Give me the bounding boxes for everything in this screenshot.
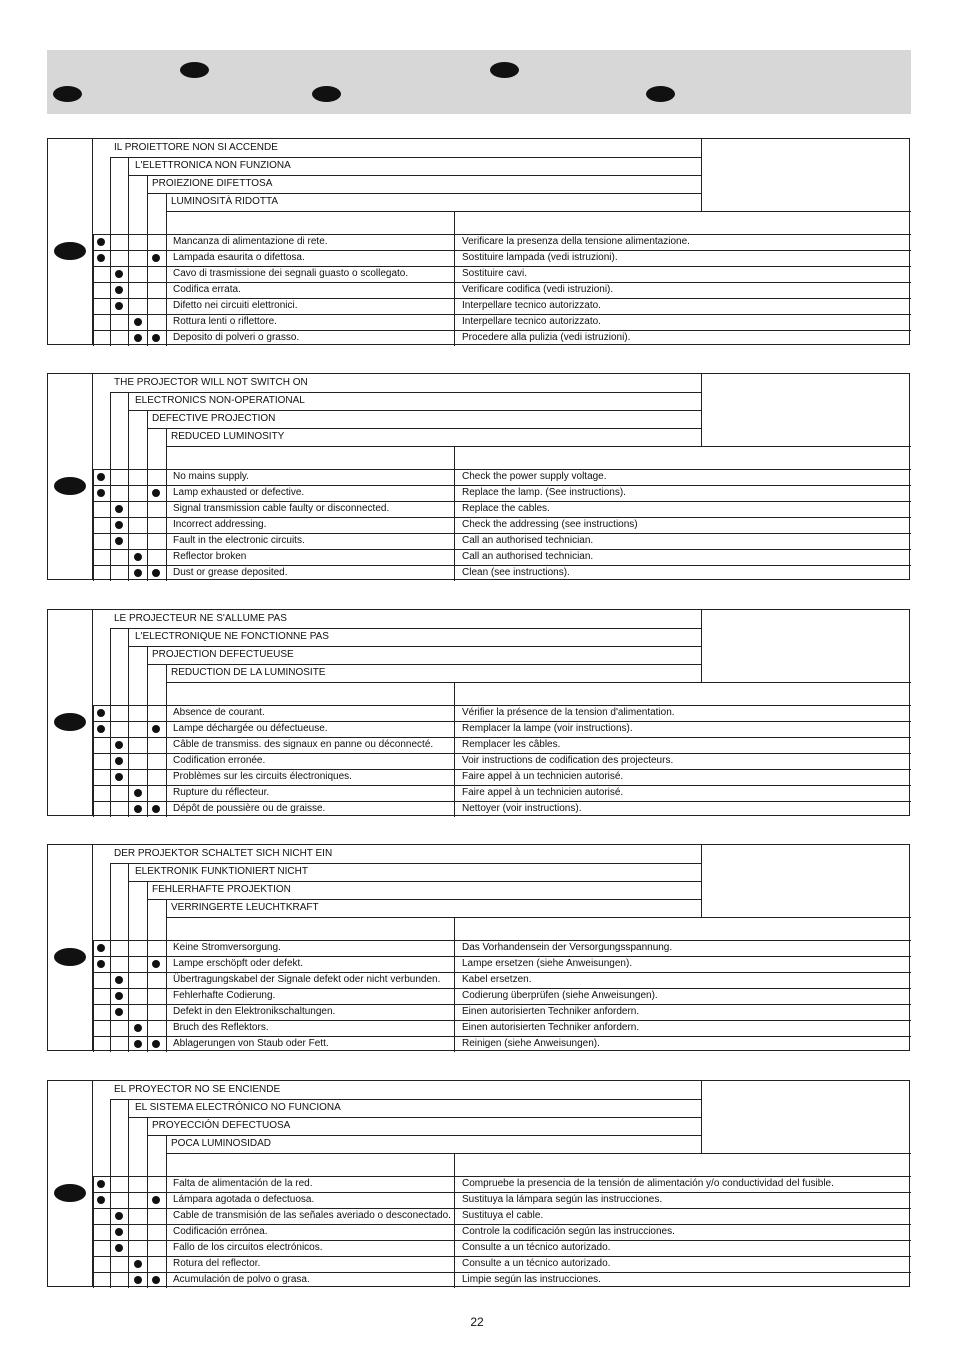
cause-text: Codification erronée. [173,755,266,766]
remedy-text: Interpellare tecnico autorizzato. [462,300,601,311]
header-rule [110,1099,701,1100]
cause-text: Keine Stromversorgung. [173,942,281,953]
column-rule [166,664,167,817]
row-rule [93,565,911,566]
remedy-text: Remplacer la lampe (voir instructions). [462,723,633,734]
symptom-marker-icon [152,1040,160,1048]
remedy-text: Lampe ersetzen (siehe Anweisungen). [462,958,633,969]
remedy-text: Compruebe la presencia de la tensión de alimentación y/o conductividad del fusible. [462,1178,834,1189]
row-rule [93,330,911,331]
cause-text: Dust or grease deposited. [173,567,288,578]
troubleshooting-table [47,138,910,345]
remedy-text: Einen autorisierten Techniker anfordern. [462,1006,640,1017]
cause-text: Lampe erschöpft oder defekt. [173,958,304,969]
symptom-header: LE PROJECTEUR NE S'ALLUME PAS [114,613,287,624]
column-rule [454,917,455,1052]
row-rule [93,298,911,299]
cause-text: Codifica errata. [173,284,241,295]
row-rule [93,469,911,470]
row-rule [93,533,911,534]
symptom-marker-icon [97,1180,105,1188]
row-rule [93,705,911,706]
header-rule [128,881,701,882]
remedy-text: Kabel ersetzen. [462,974,532,985]
symptom-marker-icon [152,1276,160,1284]
row-rule [93,266,911,267]
row-rule [93,721,911,722]
symptom-header: PROIEZIONE DIFETTOSA [152,178,273,189]
cause-text: Lampada esaurita o difettosa. [173,252,305,263]
remedy-text: Check the addressing (see instructions) [462,519,638,530]
column-rule [166,428,167,581]
symptom-marker-icon [134,1276,142,1284]
symptom-marker-icon [152,960,160,968]
column-rule [110,863,111,1052]
header-rule [128,175,701,176]
remedy-text: Interpellare tecnico autorizzato. [462,316,601,327]
symptom-header: DEFECTIVE PROJECTION [152,413,276,424]
symptom-marker-icon [97,960,105,968]
row-rule [93,1240,911,1241]
symptom-marker-icon [152,254,160,262]
symptom-marker-icon [115,286,123,294]
column-rule [147,646,148,817]
symptom-header: ELEKTRONIK FUNKTIONIERT NICHT [135,866,308,877]
remedy-text: Vérifier la présence de la tension d'alimentation. [462,707,675,718]
remedy-text: Reinigen (siehe Anweisungen). [462,1038,600,1049]
symptom-marker-icon [134,569,142,577]
row-rule [93,801,911,802]
row-rule [93,956,911,957]
symptom-marker-icon [152,725,160,733]
symptom-marker-icon [97,254,105,262]
cause-text: Mancanza di alimentazione di rete. [173,236,328,247]
remedy-text: Faire appel à un technicien autorisé. [462,771,624,782]
row-rule [93,988,911,989]
symptom-marker-icon [115,302,123,310]
remedy-text: Call an authorised technician. [462,551,594,562]
remedy-text: Voir instructions de codification des projecteurs. [462,755,674,766]
troubleshooting-table [47,373,910,580]
symptom-header: VERRINGERTE LEUCHTKRAFT [171,902,319,913]
row-rule [93,501,911,502]
language-badge-icon [54,713,86,731]
symptom-marker-icon [115,1228,123,1236]
page-number: 22 [470,1315,484,1329]
column-rule [110,157,111,346]
cause-text: Câble de transmiss. des signaux en panne ou déconnecté. [173,739,434,750]
remedy-text: Check the power supply voltage. [462,471,607,482]
symptom-header: DER PROJEKTOR SCHALTET SICH NICHT EIN [114,848,333,859]
remedy-text: Sustituya la lámpara según las instrucciones. [462,1194,663,1205]
blank-row-rule [166,917,911,918]
column-rule [128,1099,129,1288]
symptom-header: FEHLERHAFTE PROJEKTION [152,884,291,895]
remedy-text: Procedere alla pulizia (vedi istruzioni). [462,332,631,343]
symptom-header: IL PROIETTORE NON SI ACCENDE [114,142,278,153]
row-rule [93,1256,911,1257]
header-box-divider [701,139,702,211]
troubleshooting-table [47,609,910,816]
symptom-header: REDUCED LUMINOSITY [171,431,285,442]
symptom-marker-icon [152,334,160,342]
cause-text: Acumulación de polvo o grasa. [173,1274,310,1285]
language-badge-icon [312,86,341,102]
language-badge-icon [54,242,86,260]
row-rule [93,1192,911,1193]
row-rule [93,314,911,315]
row-rule [93,940,911,941]
row-rule [93,1208,911,1209]
cause-text: Lamp exhausted or defective. [173,487,305,498]
remedy-text: Sustituya el cable. [462,1210,544,1221]
remedy-text: Sostituire lampada (vedi istruzioni). [462,252,618,263]
column-rule [147,175,148,346]
column-rule [110,1099,111,1288]
blank-row-rule [166,1153,911,1154]
row-rule [93,1224,911,1225]
row-rule [93,1176,911,1177]
symptom-marker-icon [115,741,123,749]
header-rule [110,392,701,393]
symptom-marker-icon [115,1212,123,1220]
header-rule [147,899,701,900]
remedy-text: Replace the cables. [462,503,550,514]
cause-text: Cavo di trasmissione dei segnali guasto o scollegato. [173,268,409,279]
symptom-marker-icon [152,569,160,577]
cause-text: Difetto nei circuiti elettronici. [173,300,298,311]
cause-text: Lámpara agotada o defectuosa. [173,1194,315,1205]
row-rule [93,517,911,518]
cause-text: Absence de courant. [173,707,265,718]
column-rule [147,881,148,1052]
row-rule [93,1020,911,1021]
remedy-text: Call an authorised technician. [462,535,594,546]
row-rule [93,485,911,486]
symptom-header: PROYECCIÓN DEFECTUOSA [152,1120,291,1131]
cause-text: Incorrect addressing. [173,519,267,530]
header-rule [128,1117,701,1118]
symptom-marker-icon [115,773,123,781]
symptom-marker-icon [97,709,105,717]
row-rule [93,753,911,754]
blank-row-rule [166,211,911,212]
column-rule [166,899,167,1052]
row-rule [93,972,911,973]
cause-text: Rupture du réflecteur. [173,787,270,798]
header-box-divider [701,374,702,446]
column-rule [147,1117,148,1288]
header-rule [147,664,701,665]
cause-text: Fehlerhafte Codierung. [173,990,276,1001]
symptom-header: L'ELECTRONIQUE NE FONCTIONNE PAS [135,631,329,642]
remedy-text: Verificare codifica (vedi istruzioni). [462,284,614,295]
symptom-marker-icon [115,976,123,984]
language-badge-icon [54,1184,86,1202]
remedy-text: Consulte a un técnico autorizado. [462,1242,611,1253]
cause-text: Cable de transmisión de las señales averiado o desconectado. [173,1210,451,1221]
cause-text: Fault in the electronic circuits. [173,535,305,546]
remedy-text: Limpie según las instrucciones. [462,1274,601,1285]
column-rule [110,628,111,817]
symptom-marker-icon [115,505,123,513]
symptom-marker-icon [115,537,123,545]
language-badge-icon [646,86,675,102]
symptom-marker-icon [152,805,160,813]
remedy-text: Einen autorisierten Techniker anfordern. [462,1022,640,1033]
cause-text: Codificación errónea. [173,1226,268,1237]
column-rule [454,1153,455,1288]
column-rule [166,1135,167,1288]
symptom-marker-icon [134,1024,142,1032]
language-legend-band [47,50,911,114]
row-rule [93,549,911,550]
cause-text: Übertragungskabel der Signale defekt oder nicht verbunden. [173,974,441,985]
row-rule [93,737,911,738]
cause-text: Rottura lenti o riflettore. [173,316,277,327]
cause-text: Problèmes sur les circuits électroniques. [173,771,352,782]
cause-text: Dépôt de poussière ou de graisse. [173,803,326,814]
symptom-marker-icon [134,334,142,342]
symptom-marker-icon [115,1244,123,1252]
symptom-marker-icon [134,1260,142,1268]
remedy-text: Controle la codificación según las instrucciones. [462,1226,675,1237]
remedy-text: Consulte a un técnico autorizado. [462,1258,611,1269]
row-rule [93,1004,911,1005]
remedy-text: Nettoyer (voir instructions). [462,803,582,814]
symptom-marker-icon [152,489,160,497]
language-badge-icon [53,86,82,102]
symptom-marker-icon [97,944,105,952]
header-rule [128,646,701,647]
symptom-marker-icon [134,1040,142,1048]
row-rule [93,282,911,283]
symptom-marker-icon [115,1008,123,1016]
cause-text: Falta de alimentación de la red. [173,1178,313,1189]
symptom-marker-icon [97,1196,105,1204]
cause-text: Lampe déchargée ou défectueuse. [173,723,328,734]
symptom-header: PROJECTION DEFECTUEUSE [152,649,294,660]
symptom-header: ELECTRONICS NON-OPERATIONAL [135,395,305,406]
symptom-marker-icon [97,489,105,497]
remedy-text: Codierung überprüfen (siehe Anweisungen). [462,990,658,1001]
row-rule [93,785,911,786]
cause-text: Bruch des Reflektors. [173,1022,269,1033]
column-rule [128,863,129,1052]
row-rule [93,1036,911,1037]
symptom-header: LUMINOSITÀ RIDOTTA [171,196,279,207]
symptom-marker-icon [97,473,105,481]
symptom-header: REDUCTION DE LA LUMINOSITE [171,667,326,678]
troubleshooting-table [47,844,910,1051]
cause-text: Fallo de los circuitos electrónicos. [173,1242,323,1253]
column-rule [454,446,455,581]
symptom-marker-icon [134,318,142,326]
column-rule [454,211,455,346]
header-box-divider [701,610,702,682]
symptom-header: EL SISTEMA ELECTRÓNICO NO FUNCIONA [135,1102,341,1113]
header-rule [110,628,701,629]
remedy-text: Sostituire cavi. [462,268,528,279]
cause-text: Defekt in den Elektronikschaltungen. [173,1006,336,1017]
header-rule [128,410,701,411]
language-badge-icon [54,948,86,966]
row-rule [93,234,911,235]
header-box-divider [701,845,702,917]
column-rule [147,410,148,581]
symptom-header: L'ELETTRONICA NON FUNZIONA [135,160,291,171]
remedy-text: Das Vorhandensein der Versorgungsspannung. [462,942,673,953]
column-rule [128,392,129,581]
cause-text: No mains supply. [173,471,249,482]
header-rule [147,193,701,194]
blank-row-rule [166,446,911,447]
remedy-text: Replace the lamp. (See instructions). [462,487,626,498]
symptom-marker-icon [97,238,105,246]
symptom-header: THE PROJECTOR WILL NOT SWITCH ON [114,377,308,388]
remedy-text: Clean (see instructions). [462,567,570,578]
language-badge-icon [180,62,209,78]
row-rule [93,769,911,770]
remedy-text: Remplacer les câbles. [462,739,561,750]
row-rule [93,250,911,251]
symptom-header: POCA LUMINOSIDAD [171,1138,272,1149]
row-rule [93,1272,911,1273]
symptom-marker-icon [134,789,142,797]
symptom-marker-icon [115,992,123,1000]
symptom-marker-icon [134,805,142,813]
header-rule [110,863,701,864]
header-rule [110,157,701,158]
language-badge-icon [490,62,519,78]
remedy-text: Verificare la presenza della tensione alimentazione. [462,236,690,247]
language-badge-icon [54,477,86,495]
header-rule [147,1135,701,1136]
troubleshooting-table [47,1080,910,1287]
column-rule [166,193,167,346]
symptom-marker-icon [152,1196,160,1204]
column-rule [110,392,111,581]
cause-text: Rotura del reflector. [173,1258,261,1269]
header-rule [147,428,701,429]
blank-row-rule [166,682,911,683]
cause-text: Signal transmission cable faulty or disconnected. [173,503,390,514]
symptom-marker-icon [97,725,105,733]
cause-text: Ablagerungen von Staub oder Fett. [173,1038,329,1049]
symptom-marker-icon [134,553,142,561]
symptom-marker-icon [115,521,123,529]
symptom-header: EL PROYECTOR NO SE ENCIENDE [114,1084,281,1095]
cause-text: Reflector broken [173,551,247,562]
header-box-divider [701,1081,702,1153]
column-rule [454,682,455,817]
column-rule [128,628,129,817]
symptom-marker-icon [115,757,123,765]
symptom-marker-icon [115,270,123,278]
cause-text: Deposito di polveri o grasso. [173,332,300,343]
remedy-text: Faire appel à un technicien autorisé. [462,787,624,798]
column-rule [128,157,129,346]
